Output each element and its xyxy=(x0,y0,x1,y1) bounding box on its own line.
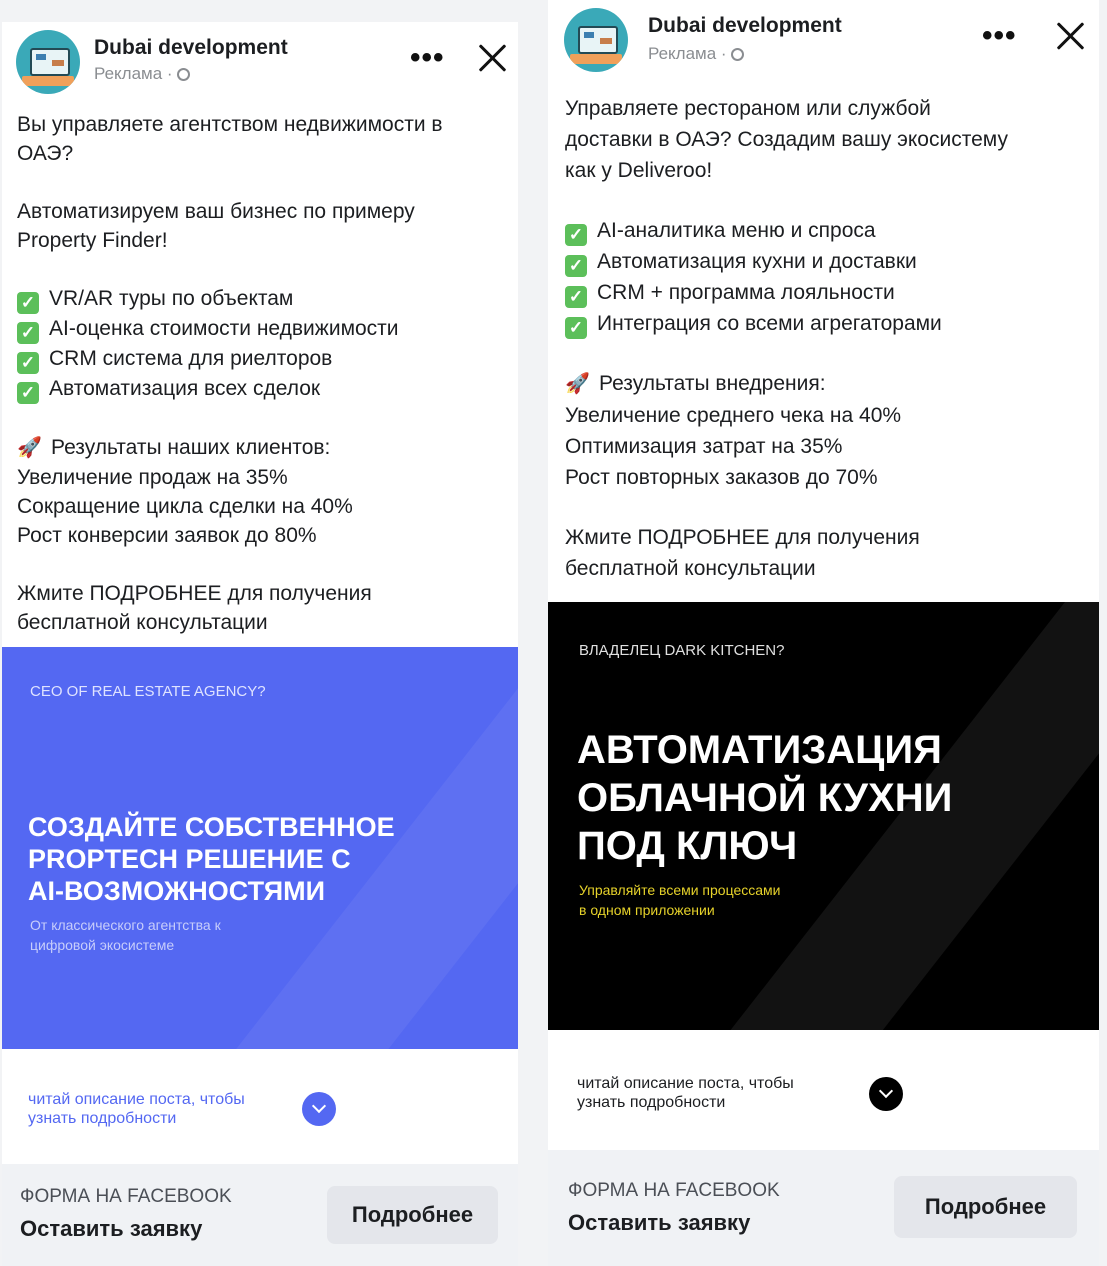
creative-kicker: CEO OF REAL ESTATE AGENCY? xyxy=(30,683,266,700)
results-title: 🚀 Результаты наших клиентов: xyxy=(17,433,507,463)
more-options-icon[interactable]: ••• xyxy=(410,41,445,74)
check-icon: ✓ xyxy=(17,292,39,314)
pitch-line: Property Finder! xyxy=(17,229,168,252)
feature-item: ✓ Автоматизация кухни и доставки xyxy=(565,246,1090,277)
sponsored-label: Реклама · xyxy=(94,64,190,84)
intro-line: Управляете рестораном или службой xyxy=(565,97,931,120)
page-name[interactable]: Dubai development xyxy=(94,36,288,59)
check-icon: ✓ xyxy=(17,382,39,404)
teaser-text: читай описание поста, чтобы узнать подробности xyxy=(28,1091,245,1127)
check-icon: ✓ xyxy=(565,286,587,308)
chevron-down-icon[interactable] xyxy=(302,1092,336,1126)
close-icon[interactable] xyxy=(476,42,508,74)
creative-subtitle: Управляйте всеми процессами в одном приложении xyxy=(579,882,781,918)
creative-subtitle: От классического агентства к цифровой экосистеме xyxy=(30,917,221,953)
feature-item: ✓ AI-аналитика меню и спроса xyxy=(565,215,1090,246)
check-icon: ✓ xyxy=(565,317,587,339)
sponsored-label: Реклама · xyxy=(648,44,744,64)
ad-card-dark-kitchen xyxy=(548,0,1099,1266)
check-icon: ✓ xyxy=(565,224,587,246)
more-options-icon[interactable]: ••• xyxy=(982,19,1017,52)
creative-headline: СОЗДАЙТЕ СОБСТВЕННОЕ PROPTECH РЕШЕНИЕ С AI-ВОЗМОЖНОСТЯМИ xyxy=(28,812,395,906)
check-icon: ✓ xyxy=(17,322,39,344)
cta-text: Жмите ПОДРОБНЕЕ для получения xyxy=(17,582,372,605)
result-item: Увеличение среднего чека на 40% xyxy=(565,404,902,427)
globe-icon xyxy=(731,48,744,61)
globe-icon xyxy=(177,68,190,81)
ad-creative-image[interactable] xyxy=(2,647,518,1049)
close-icon[interactable] xyxy=(1054,20,1086,52)
intro-line: Вы управляете агентством недвижимости в xyxy=(17,113,443,136)
teaser-text: читай описание поста, чтобы узнать подробности xyxy=(577,1075,794,1111)
cta-text: бесплатной консультации xyxy=(565,557,816,580)
page-avatar[interactable] xyxy=(16,30,80,94)
form-title: Оставить заявку xyxy=(20,1216,203,1241)
feature-item: ✓ VR/AR туры по объектам xyxy=(17,284,507,314)
result-item: Сокращение цикла сделки на 40% xyxy=(17,495,353,518)
post-header xyxy=(548,0,1099,90)
post-text xyxy=(565,93,1090,584)
result-item: Рост повторных заказов до 70% xyxy=(565,466,878,489)
page-name[interactable]: Dubai development xyxy=(648,14,842,37)
cta-text: Жмите ПОДРОБНЕЕ для получения xyxy=(565,526,920,549)
learn-more-button[interactable]: Подробнее xyxy=(894,1176,1077,1238)
pitch-line: Автоматизируем ваш бизнес по примеру xyxy=(17,200,415,223)
intro-line: доставки в ОАЭ? Создадим вашу экосистему xyxy=(565,128,1008,151)
ad-card-real-estate xyxy=(2,22,518,1266)
results-title: 🚀 Результаты внедрения: xyxy=(565,368,1090,400)
learn-more-button[interactable]: Подробнее xyxy=(327,1186,498,1244)
post-header xyxy=(2,22,518,112)
form-label: ФОРМА НА FACEBOOK xyxy=(568,1180,780,1201)
check-icon: ✓ xyxy=(17,352,39,374)
feature-item: ✓ Автоматизация всех сделок xyxy=(17,374,507,404)
check-icon: ✓ xyxy=(565,255,587,277)
feature-item: ✓ CRM система для риелторов xyxy=(17,344,507,374)
post-text xyxy=(17,110,507,637)
rocket-icon: 🚀 xyxy=(17,437,42,459)
ad-creative-image[interactable] xyxy=(548,602,1099,1030)
lead-form-footer xyxy=(548,1150,1099,1266)
intro-line: как у Deliveroo! xyxy=(565,159,713,182)
creative-kicker: ВЛАДЕЛЕЦ DARK KITCHEN? xyxy=(579,642,785,659)
form-label: ФОРМА НА FACEBOOK xyxy=(20,1186,232,1207)
feature-item: ✓ AI-оценка стоимости недвижимости xyxy=(17,314,507,344)
chevron-down-icon[interactable] xyxy=(869,1077,903,1111)
result-item: Оптимизация затрат на 35% xyxy=(565,435,843,458)
feature-item: ✓ CRM + программа лояльности xyxy=(565,277,1090,308)
cta-text: бесплатной консультации xyxy=(17,611,268,634)
result-item: Увеличение продаж на 35% xyxy=(17,466,288,489)
rocket-icon: 🚀 xyxy=(565,373,590,395)
lead-form-footer xyxy=(2,1164,518,1266)
form-title: Оставить заявку xyxy=(568,1210,751,1235)
intro-line: ОАЭ? xyxy=(17,142,74,165)
result-item: Рост конверсии заявок до 80% xyxy=(17,524,317,547)
feature-item: ✓ Интеграция со всеми агрегаторами xyxy=(565,308,1090,339)
creative-headline: АВТОМАТИЗАЦИЯ ОБЛАЧНОЙ КУХНИ ПОД КЛЮЧ xyxy=(577,728,953,868)
page-avatar[interactable] xyxy=(564,8,628,72)
